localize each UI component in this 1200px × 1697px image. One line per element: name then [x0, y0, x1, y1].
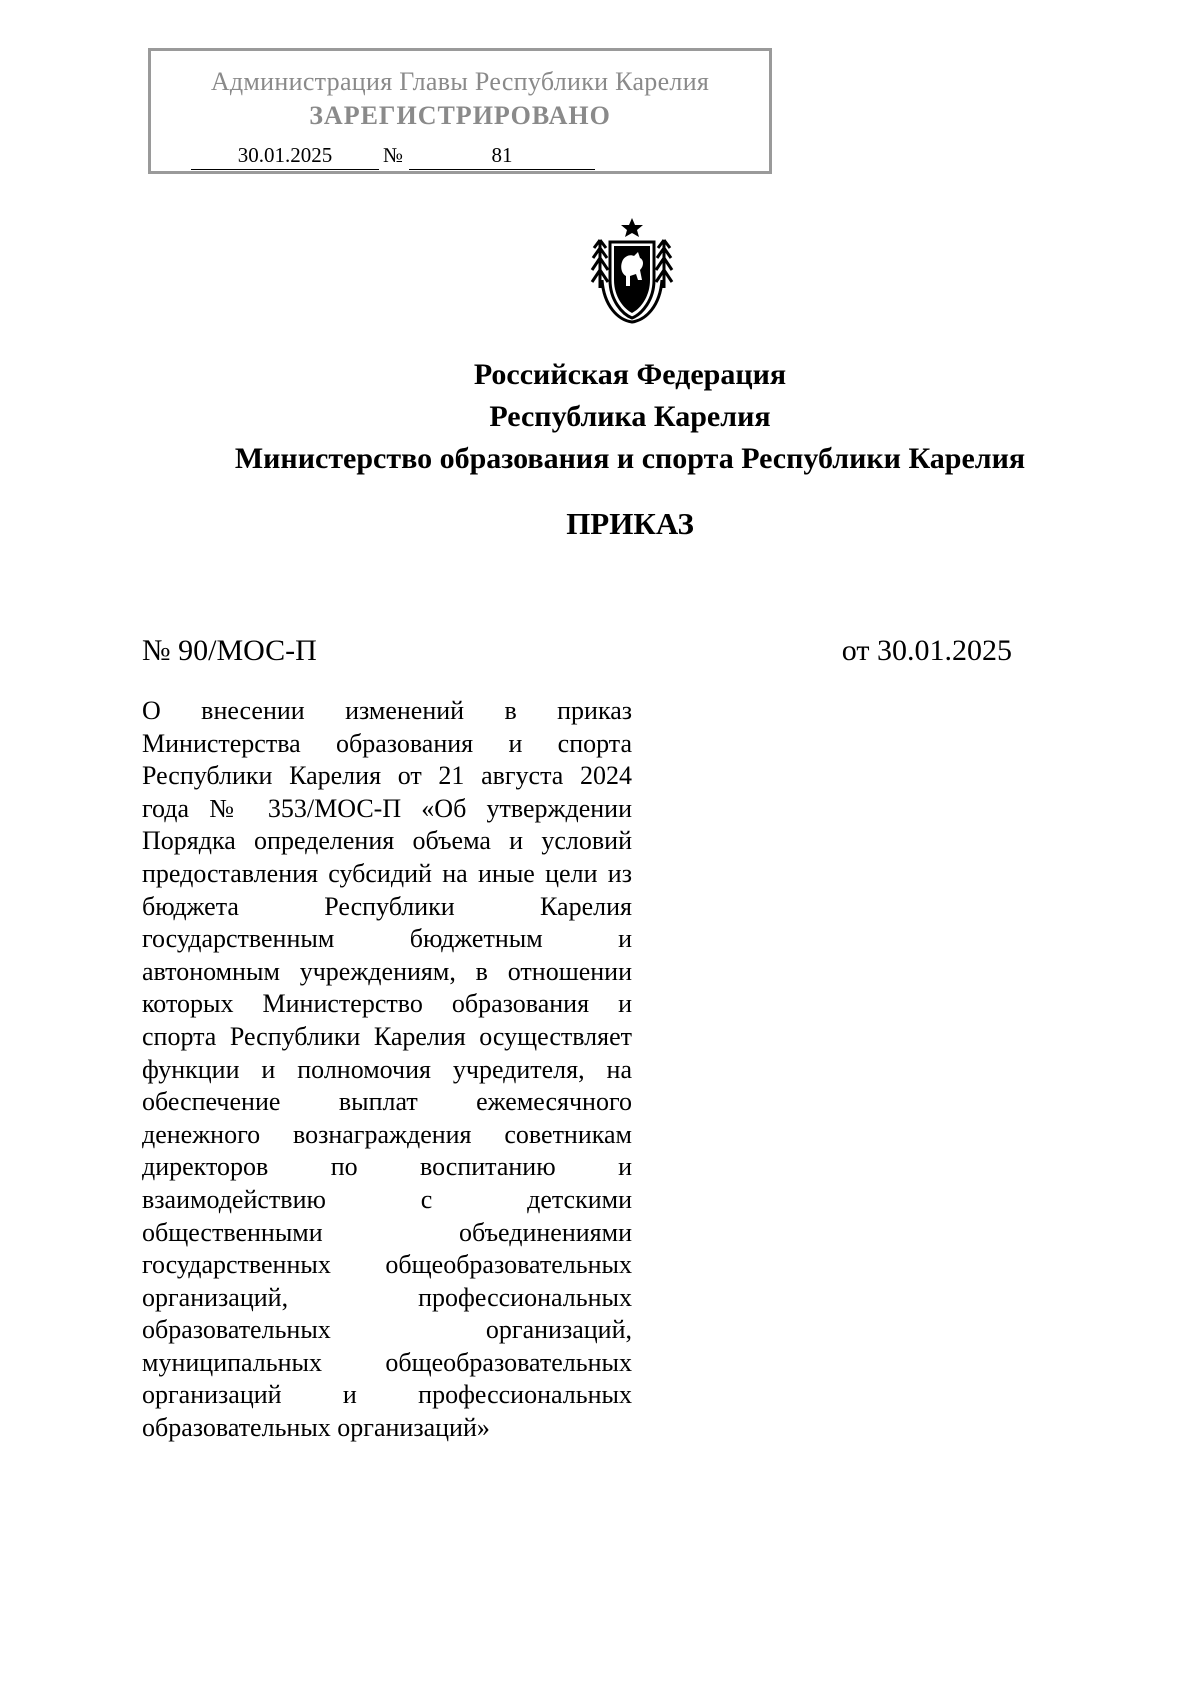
stamp-status: ЗАРЕГИСТРИРОВАНО — [309, 101, 611, 130]
stamp-organization: Администрация Главы Республики Карелия — [210, 67, 710, 96]
document-type-title: ПРИКАЗ — [566, 506, 694, 541]
registration-stamp — [148, 48, 772, 174]
order-subject: О внесении изменений в приказ Министерства образования и спорта Республики Карелия от 21 августа 2024 года № 353/МОС-П «Об утверждении Порядка определения объема и условий предоставления субсидий на иные цели из бюджета Республики Карелия государственным бюджетным и автономным учреждениям, в отношении которых Министерство образования и спорта Республики Карелия осуществляет функции и полномочия учредителя, на обеспечение выплат ежемесячного денежного вознаграждения советникам директоров по воспитанию и взаимодействию с детскими общественными объединениями государственных общеобразовательных организаций, профессиональных образовательных организаций, муниципальных общеобразовательных организаций и профессиональных образовательных организаций» — [142, 696, 632, 1443]
header-country: Российская Федерация — [473, 358, 787, 391]
stamp-number-label: № — [383, 143, 404, 167]
order-date: от 30.01.2025 — [841, 634, 1012, 667]
stamp-number: 81 — [409, 143, 595, 170]
karelia-coat-of-arms-icon — [586, 218, 678, 324]
header-ministry: Министерство образования и спорта Республики Карелия — [234, 442, 1026, 475]
order-number: № 90/МОС-П — [142, 634, 317, 667]
header-republic: Республика Карелия — [489, 400, 771, 433]
stamp-date: 30.01.2025 — [191, 143, 379, 170]
